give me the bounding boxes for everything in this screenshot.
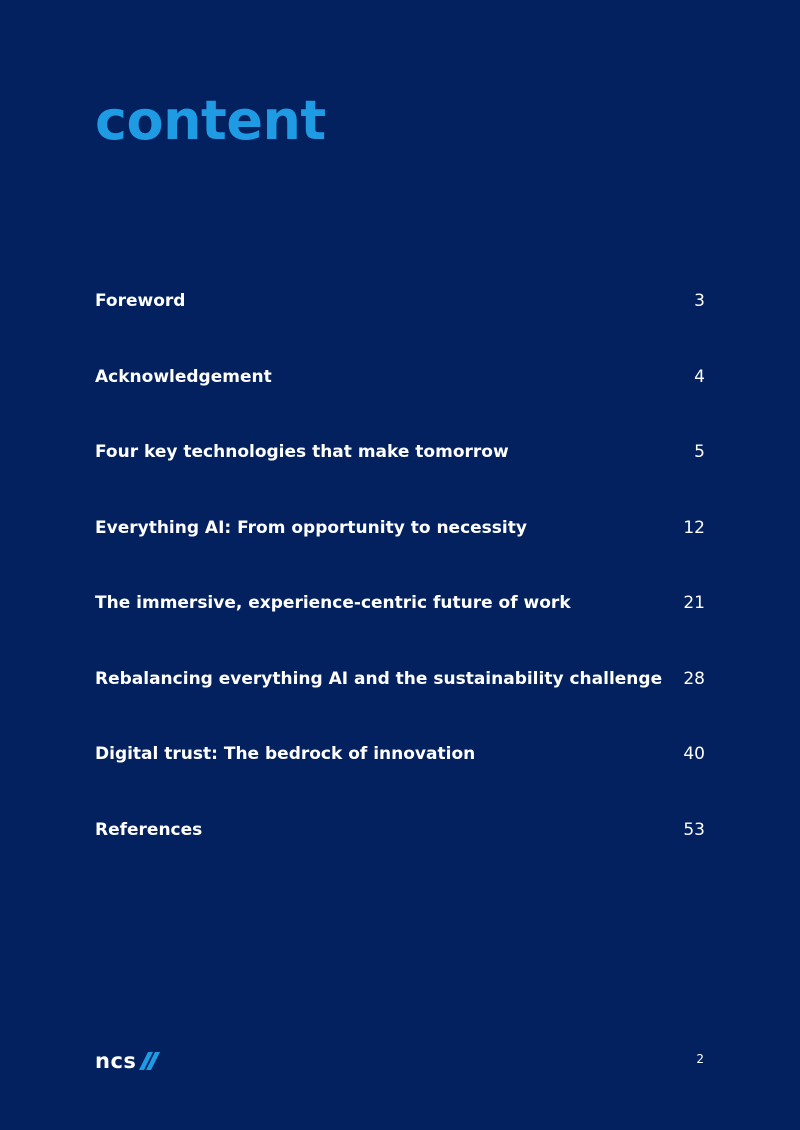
toc-item-label: The immersive, experience-centric future of work [95, 593, 571, 613]
toc-item-label: Rebalancing everything AI and the sustainability challenge [95, 668, 663, 689]
toc-item-label: References [95, 819, 203, 840]
logo-wordmark: ncs [95, 1049, 137, 1073]
toc-item-everything-ai[interactable] [95, 512, 705, 588]
toc-item-foreword[interactable] [95, 285, 705, 361]
toc-item-label: Everything AI: From opportunity to necessity [95, 517, 527, 538]
toc-item-page: 53 [683, 819, 705, 840]
toc-item-page: 12 [683, 517, 705, 538]
toc-item-acknowledgement[interactable] [95, 361, 705, 437]
toc-item-four-key-technologies[interactable] [95, 436, 705, 512]
toc-item-page: 21 [683, 593, 705, 613]
toc-item-label: Digital trust: The bedrock of innovation [95, 744, 476, 764]
toc-item-references[interactable] [95, 814, 705, 890]
toc-item-page: 5 [694, 442, 705, 462]
toc-item-label: Acknowledgement [95, 366, 272, 387]
page-title: content [95, 89, 326, 152]
toc-item-page: 4 [694, 366, 705, 387]
toc-item-label: Four key technologies that make tomorrow [95, 442, 509, 462]
table-of-contents [95, 285, 705, 889]
ncs-logo [95, 1050, 165, 1072]
toc-item-sustainability[interactable] [95, 663, 705, 739]
toc-item-label: Foreword [95, 291, 186, 311]
toc-item-page: 40 [683, 744, 705, 764]
toc-item-digital-trust[interactable] [95, 738, 705, 814]
double-slash-icon [139, 1052, 165, 1070]
toc-item-page: 28 [683, 668, 705, 689]
toc-item-page: 3 [694, 291, 705, 311]
page-number: 2 [696, 1052, 704, 1066]
toc-item-future-of-work[interactable] [95, 587, 705, 663]
